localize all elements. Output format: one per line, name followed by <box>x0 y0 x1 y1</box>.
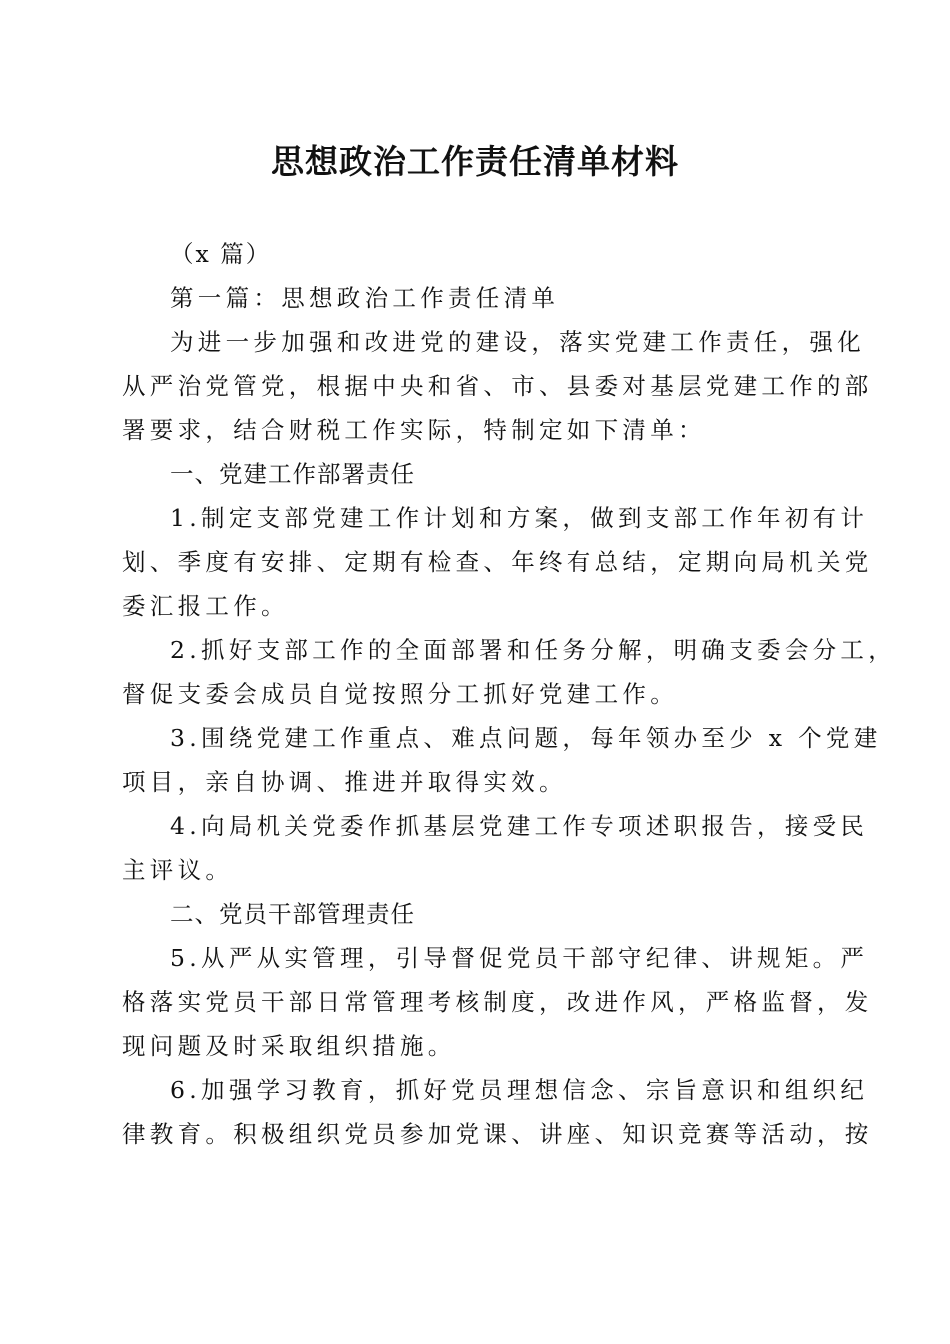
document-body <box>122 232 897 1156</box>
list-item <box>122 496 873 628</box>
paragraph-line: 委汇报工作。 <box>122 592 289 620</box>
paragraph-line: 项目，亲自协调、推进并取得实效。 <box>122 768 567 796</box>
intro-paragraph <box>122 320 873 452</box>
section-heading: 一、党建工作部署责任 <box>170 460 415 488</box>
paragraph-line: 2.抓好支部工作的全面部署和任务分解，明确支委会分工， <box>170 636 897 664</box>
paragraph-line: 3.围绕党建工作重点、难点问题，每年领办至少 x 个党建 <box>170 724 882 752</box>
document-title: 思想政治工作责任清单材料 <box>271 142 679 181</box>
count-label: （x 篇） <box>170 240 272 268</box>
paragraph-line: 4.向局机关党委作抓基层党建工作专项述职报告，接受民 <box>170 812 869 840</box>
list-item <box>122 936 873 1068</box>
paragraph-line: 6.加强学习教育，抓好党员理想信念、宗旨意识和组织纪 <box>170 1076 869 1104</box>
part-heading: 第一篇：思想政治工作责任清单 <box>170 284 560 312</box>
list-item <box>122 1068 873 1156</box>
paragraph-line: 格落实党员干部日常管理考核制度，改进作风，严格监督，发 <box>122 988 873 1016</box>
paragraph-line: 督促支委会成员自觉按照分工抓好党建工作。 <box>122 680 678 708</box>
list-item <box>122 628 897 716</box>
list-item <box>122 716 882 804</box>
paragraph-line: 5.从严从实管理，引导督促党员干部守纪律、讲规矩。严 <box>170 944 869 972</box>
paragraph-line: 现问题及时采取组织措施。 <box>122 1032 456 1060</box>
paragraph-line: 主评议。 <box>122 856 234 884</box>
paragraph-line: 署要求，结合财税工作实际，特制定如下清单： <box>122 416 706 444</box>
list-item <box>122 804 869 892</box>
paragraph-line: 1.制定支部党建工作计划和方案，做到支部工作年初有计 <box>170 504 869 532</box>
section-heading: 二、党员干部管理责任 <box>170 900 415 928</box>
paragraph-line: 为进一步加强和改进党的建设，落实党建工作责任，强化 <box>170 328 865 356</box>
paragraph-line: 从严治党管党，根据中央和省、市、县委对基层党建工作的部 <box>122 372 873 400</box>
paragraph-line: 划、季度有安排、定期有检查、年终有总结，定期向局机关党 <box>122 548 873 576</box>
paragraph-line: 律教育。积极组织党员参加党课、讲座、知识竞赛等活动，按 <box>122 1120 873 1148</box>
